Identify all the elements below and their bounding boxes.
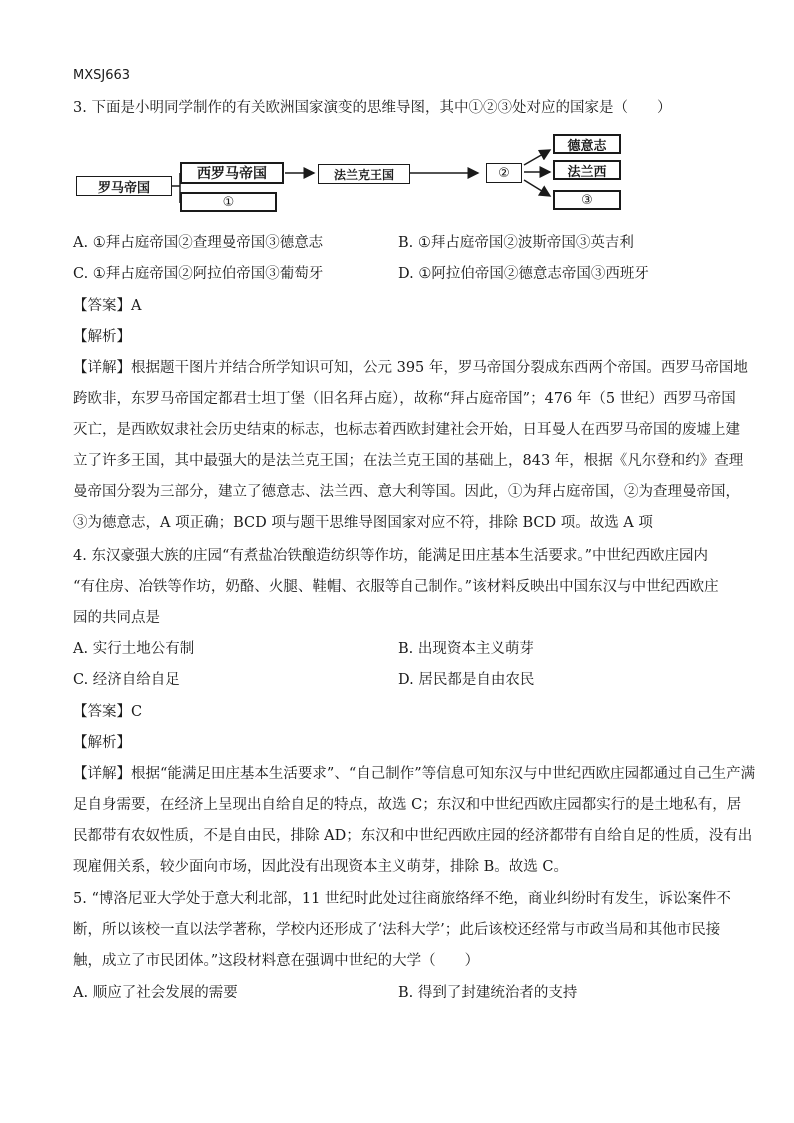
node-slot-2: ② — [486, 163, 522, 183]
q5-option-a: A. 顺应了社会发展的需要 — [73, 985, 238, 1001]
q4-option-d: D. 居民都是自由农民 — [398, 672, 535, 688]
q3-detail-line: 灭亡，是西欧奴隶社会历史结束的标志，也标志着西欧封建社会开始，日耳曼人在西罗马帝国的废墟上建 — [73, 422, 740, 438]
q3-detail-line: 立了许多王国，其中最强大的是法兰克王国；在法兰克王国的基础上，843 年，根据《凡尔登和约》查理 — [73, 453, 744, 469]
node-west-rome-empire: 西罗马帝国 — [180, 162, 284, 184]
document-code: MXSJ663 — [73, 68, 131, 83]
q3-answer: 【答案】A — [73, 298, 142, 314]
q3-option-d: D. ①阿拉伯帝国②德意志帝国③西班牙 — [398, 266, 649, 282]
q5-option-b: B. 得到了封建统治者的支持 — [398, 985, 578, 1001]
q4-option-a: A. 实行土地公有制 — [73, 641, 195, 657]
q4-option-b: B. 出现资本主义萌芽 — [398, 641, 534, 657]
q3-option-b: B. ①拜占庭帝国②波斯帝国③英吉利 — [398, 235, 634, 251]
q3-detail-line: 曼帝国分裂为三部分，建立了德意志、法兰西、意大利等国。因此，①为拜占庭帝国，②为查理曼帝国， — [73, 484, 740, 500]
q4-analysis-title: 【解析】 — [73, 735, 131, 751]
q3-detail-line: 【详解】根据题干图片并结合所学知识可知，公元 395 年，罗马帝国分裂成东西两个帝国。西罗马帝国地 — [73, 360, 748, 376]
q4-option-c: C. 经济自给自足 — [73, 672, 180, 688]
q3-detail-line: 跨欧非，东罗马帝国定都君士坦丁堡（旧名拜占庭），故称“拜占庭帝国”；476 年（5 世纪）西罗马帝国 — [73, 391, 736, 407]
q5-stem-line: 断，所以该校一直以法学著称，学校内还形成了‘法科大学’；此后该校还经常与市政当局和其他市民接 — [73, 922, 721, 938]
q3-detail-line: ③为德意志，A 项正确；BCD 项与题干思维导图国家对应不符，排除 BCD 项。故选 A 项 — [73, 515, 653, 531]
q3-stem: 3. 下面是小明同学制作的有关欧洲国家演变的思维导图，其中①②③处对应的国家是（ ） — [73, 100, 672, 116]
q4-detail-line: 足自身需要，在经济上呈现出自给自足的特点，故选 C；东汉和中世纪西欧庄园都实行的是土地私有，居 — [73, 797, 742, 813]
q4-detail-line: 【详解】根据“能满足田庄基本生活要求”、“自己制作”等信息可知东汉与中世纪西欧庄园都通过自己生产满 — [73, 766, 756, 782]
q4-detail-line: 现雇佣关系，较少面向市场，因此没有出现资本主义萌芽，排除 B。故选 C。 — [73, 859, 568, 875]
node-slot-3: ③ — [553, 190, 621, 210]
node-germany: 德意志 — [553, 134, 621, 154]
q3-analysis-title: 【解析】 — [73, 329, 131, 345]
node-rome-empire: 罗马帝国 — [76, 176, 172, 196]
node-frankish-kingdom: 法兰克王国 — [318, 164, 410, 184]
node-france: 法兰西 — [553, 160, 621, 180]
q4-stem-line: “有住房、冶铁等作坊，奶酪、火腿、鞋帽、衣服等自己制作。”该材料反映出中国东汉与中世纪西欧庄 — [73, 579, 719, 595]
q5-stem-line: 触，成立了市民团体。”这段材料意在强调中世纪的大学（ ） — [73, 953, 480, 969]
q4-answer: 【答案】C — [73, 704, 143, 720]
q3-option-c: C. ①拜占庭帝国②阿拉伯帝国③葡萄牙 — [73, 266, 324, 282]
q4-stem-line: 4. 东汉豪强大族的庄园“有煮盐冶铁酿造纺织等作坊，能满足田庄基本生活要求。”中世纪西欧庄园内 — [73, 548, 709, 564]
node-slot-1: ① — [180, 192, 277, 212]
q4-detail-line: 民都带有农奴性质，不是自由民，排除 AD；东汉和中世纪西欧庄园的经济都带有自给自足的性质，没有出 — [73, 828, 753, 844]
q3-option-a: A. ①拜占庭帝国②查理曼帝国③德意志 — [73, 235, 324, 251]
q5-stem-line: 5. “博洛尼亚大学处于意大利北部，11 世纪时此处过往商旅络绎不绝，商业纠纷时有发生，诉讼案件不 — [73, 891, 731, 907]
q4-stem-line: 园的共同点是 — [73, 610, 160, 626]
